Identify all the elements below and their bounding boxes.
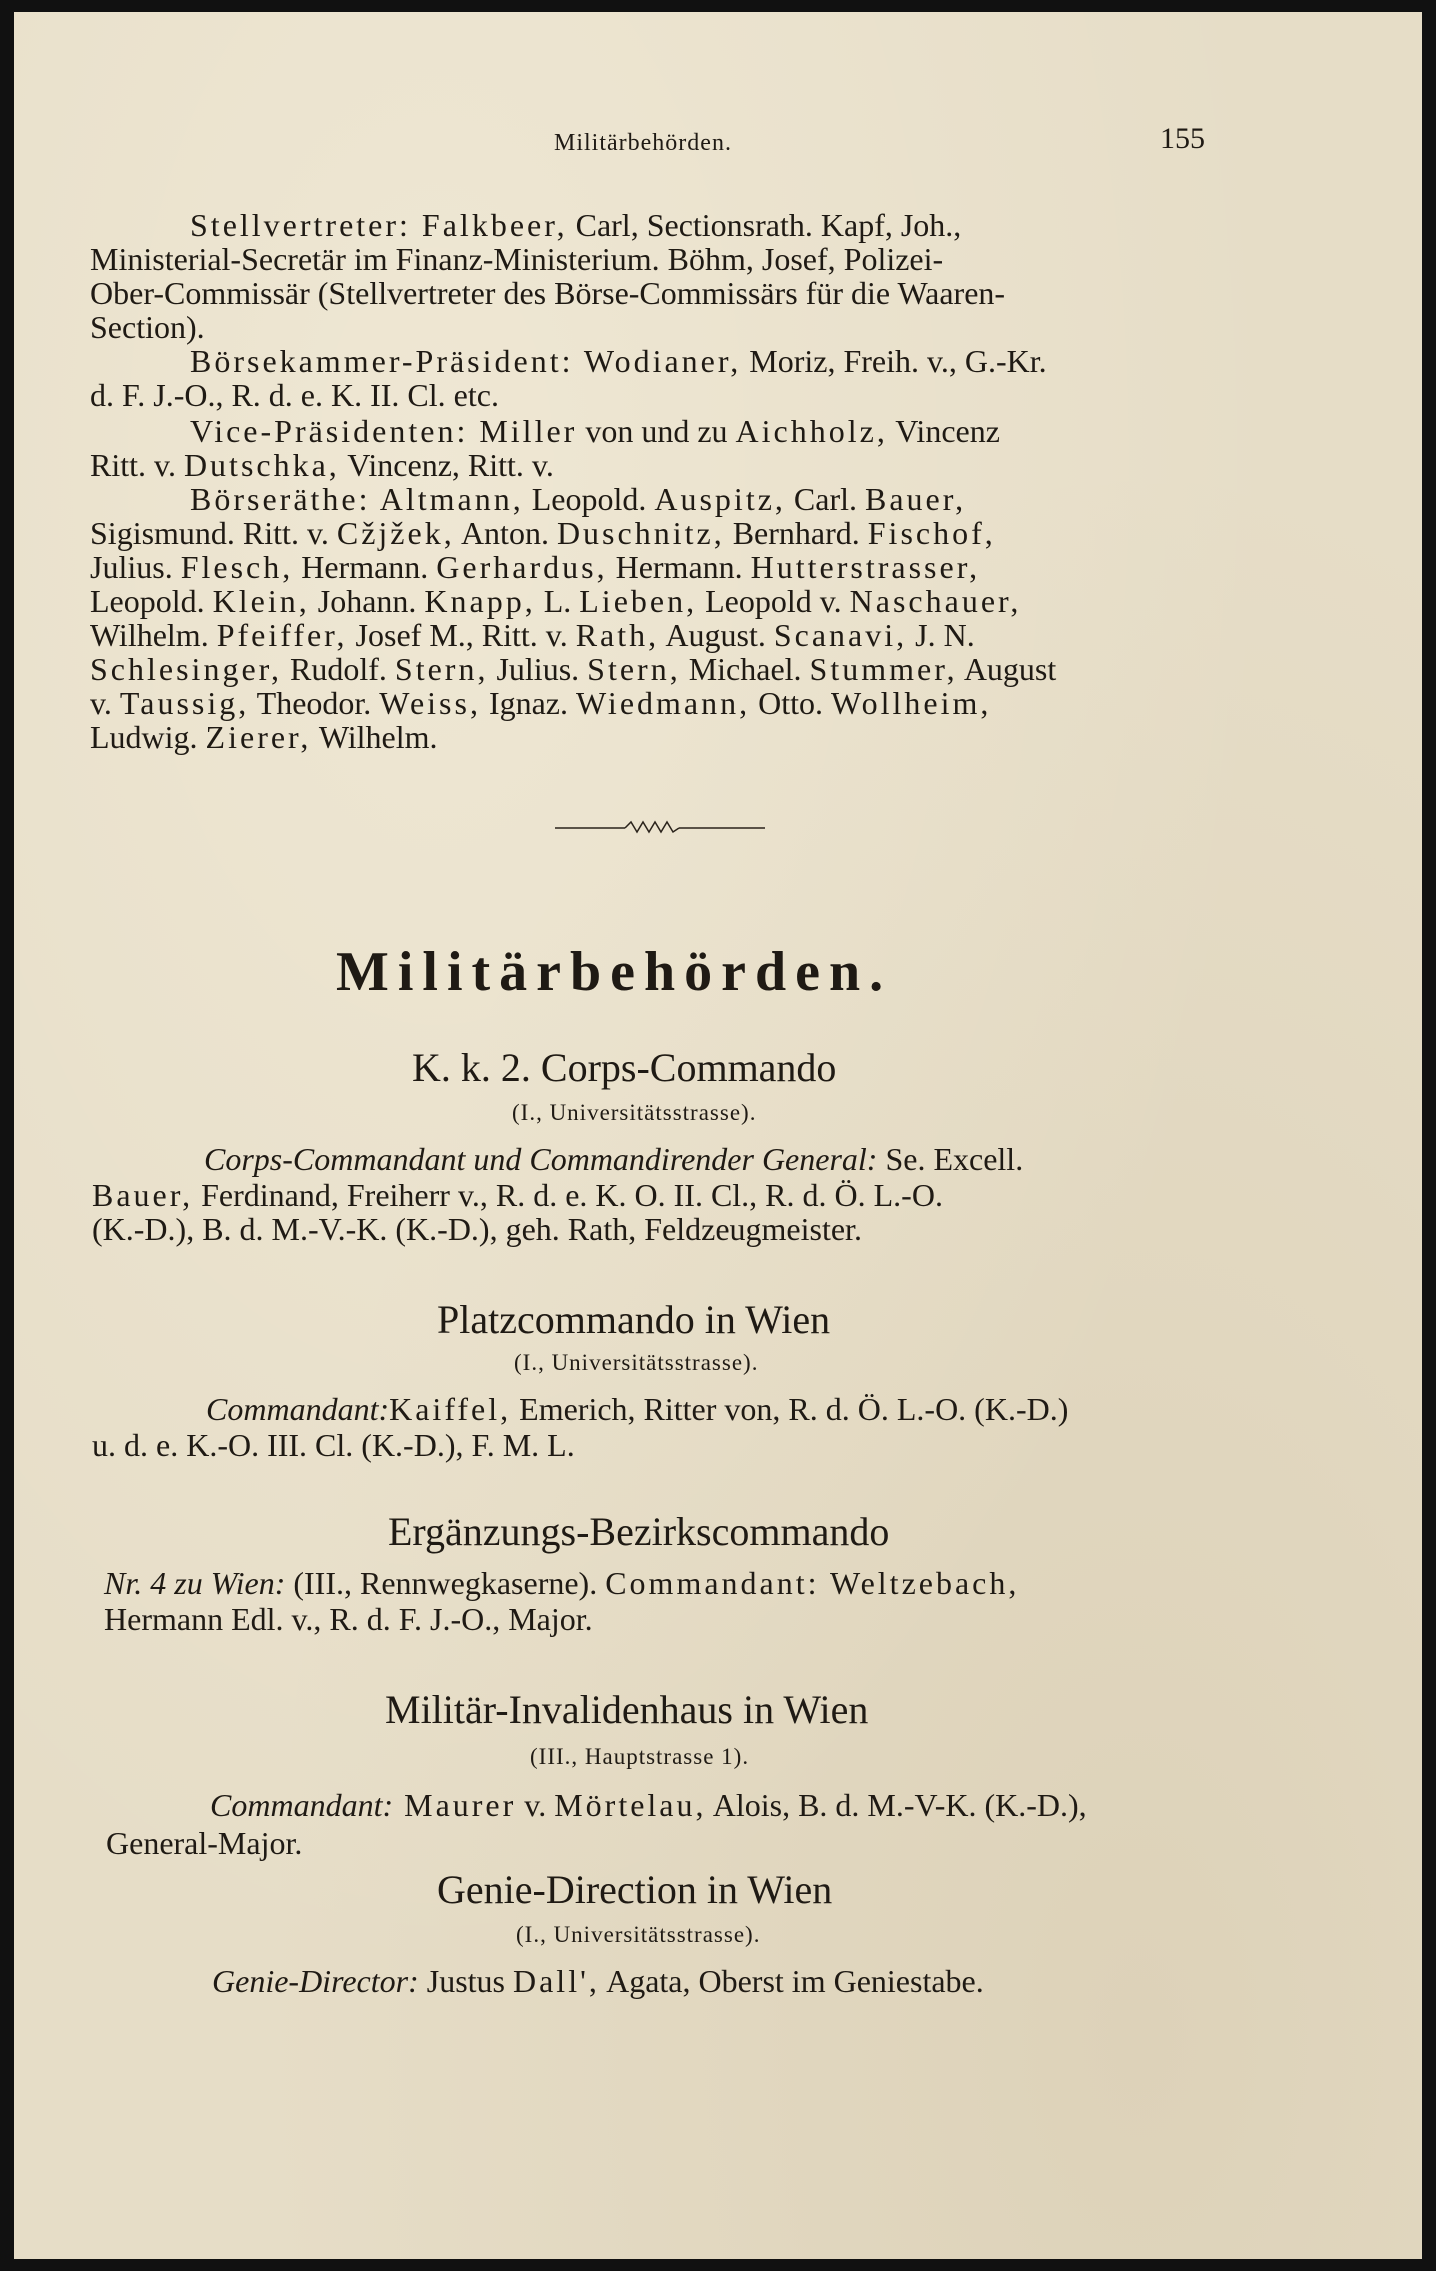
running-head: Militärbehörden.: [554, 130, 732, 156]
boerse-line-8: Ritt. v. Dutschka, Vincenz, Ritt. v.: [90, 447, 554, 483]
platz-address: (I., Universitätsstrasse).: [514, 1350, 759, 1375]
platz-line-2: u. d. e. K.-O. III. Cl. (K.-D.), F. M. L.: [92, 1427, 575, 1463]
boerse-line-9: Börseräthe: Altmann, Leopold. Auspitz, Carl. Bauer,: [190, 481, 967, 517]
invaliden-line-2: General-Major.: [106, 1825, 303, 1861]
boerse-line-7: Vice-Präsidenten: Miller von und zu Aichholz, Vincenz: [190, 413, 1000, 449]
corps-heading: K. k. 2. Corps-Commando: [412, 1045, 837, 1090]
ornament-divider: [555, 814, 765, 838]
corps-line-3: (K.-D.), B. d. M.-V.-K. (K.-D.), geh. Rath, Feldzeugmeister.: [92, 1211, 862, 1247]
boerse-line-5: Börsekammer-Präsident: Wodianer, Moriz, Freih. v., G.-Kr.: [190, 343, 1047, 379]
boerse-line-3: Ober-Commissär (Stellvertreter des Börse-Commissärs für die Waaren-: [90, 275, 1006, 311]
boerse-line-16: Ludwig. Zierer, Wilhelm.: [90, 719, 438, 755]
boerse-line-4: Section).: [90, 309, 205, 345]
boerse-line-15: v. Taussig, Theodor. Weiss, Ignaz. Wiedmann, Otto. Wollheim,: [90, 685, 992, 721]
boerse-line-10: Sigismund. Ritt. v. Cžjžek, Anton. Duschnitz, Bernhard. Fischof,: [90, 515, 996, 551]
page-number: 155: [1160, 122, 1205, 155]
boerse-line-6: d. F. J.-O., R. d. e. K. II. Cl. etc.: [90, 377, 499, 413]
platz-heading: Platzcommando in Wien: [437, 1297, 831, 1342]
boerse-line-1: Stellvertreter: Falkbeer, Carl, Sectionsrath. Kapf, Joh.,: [190, 207, 962, 243]
invaliden-heading: Militär-Invalidenhaus in Wien: [385, 1687, 869, 1732]
genie-line-1: Genie-Director: Justus Dall', Agata, Oberst im Geniestabe.: [212, 1963, 984, 1999]
boerse-line-12: Leopold. Klein, Johann. Knapp, L. Lieben, Leopold v. Naschauer,: [90, 583, 1022, 619]
invaliden-address: (III., Hauptstrasse 1).: [530, 1744, 750, 1769]
ergaenzung-line-1: Nr. 4 zu Wien: (III., Rennwegkaserne). Commandant: Weltzebach,: [104, 1565, 1020, 1601]
ergaenzung-heading: Ergänzungs-Bezirkscommando: [388, 1509, 890, 1554]
boerse-line-14: Schlesinger, Rudolf. Stern, Julius. Stern, Michael. Stummer, August: [90, 651, 1057, 687]
boerse-line-2: Ministerial-Secretär im Finanz-Ministerium. Böhm, Josef, Polizei-: [90, 241, 944, 277]
genie-address: (I., Universitätsstrasse).: [516, 1922, 761, 1947]
platz-line-1: Commandant:Kaiffel, Emerich, Ritter von, R. d. Ö. L.-O. (K.-D.): [206, 1391, 1069, 1427]
corps-line-1: Corps-Commandant und Commandirender General: Se. Excell.: [204, 1141, 1024, 1177]
boerse-line-11: Julius. Flesch, Hermann. Gerhardus, Hermann. Hutterstrasser,: [90, 549, 981, 585]
genie-heading: Genie-Direction in Wien: [437, 1867, 833, 1912]
main-title: Militärbehörden.: [336, 941, 893, 1003]
ergaenzung-line-2: Hermann Edl. v., R. d. F. J.-O., Major.: [104, 1601, 593, 1637]
boerse-line-13: Wilhelm. Pfeiffer, Josef M., Ritt. v. Rath, August. Scanavi, J. N.: [90, 617, 975, 653]
corps-line-2: Bauer, Ferdinand, Freiherr v., R. d. e. K. O. II. Cl., R. d. Ö. L.-O.: [92, 1177, 943, 1213]
invaliden-line-1: Commandant: Maurer v. Mörtelau, Alois, B. d. M.-V-K. (K.-D.),: [210, 1787, 1087, 1823]
corps-address: (I., Universitätsstrasse).: [512, 1100, 757, 1125]
